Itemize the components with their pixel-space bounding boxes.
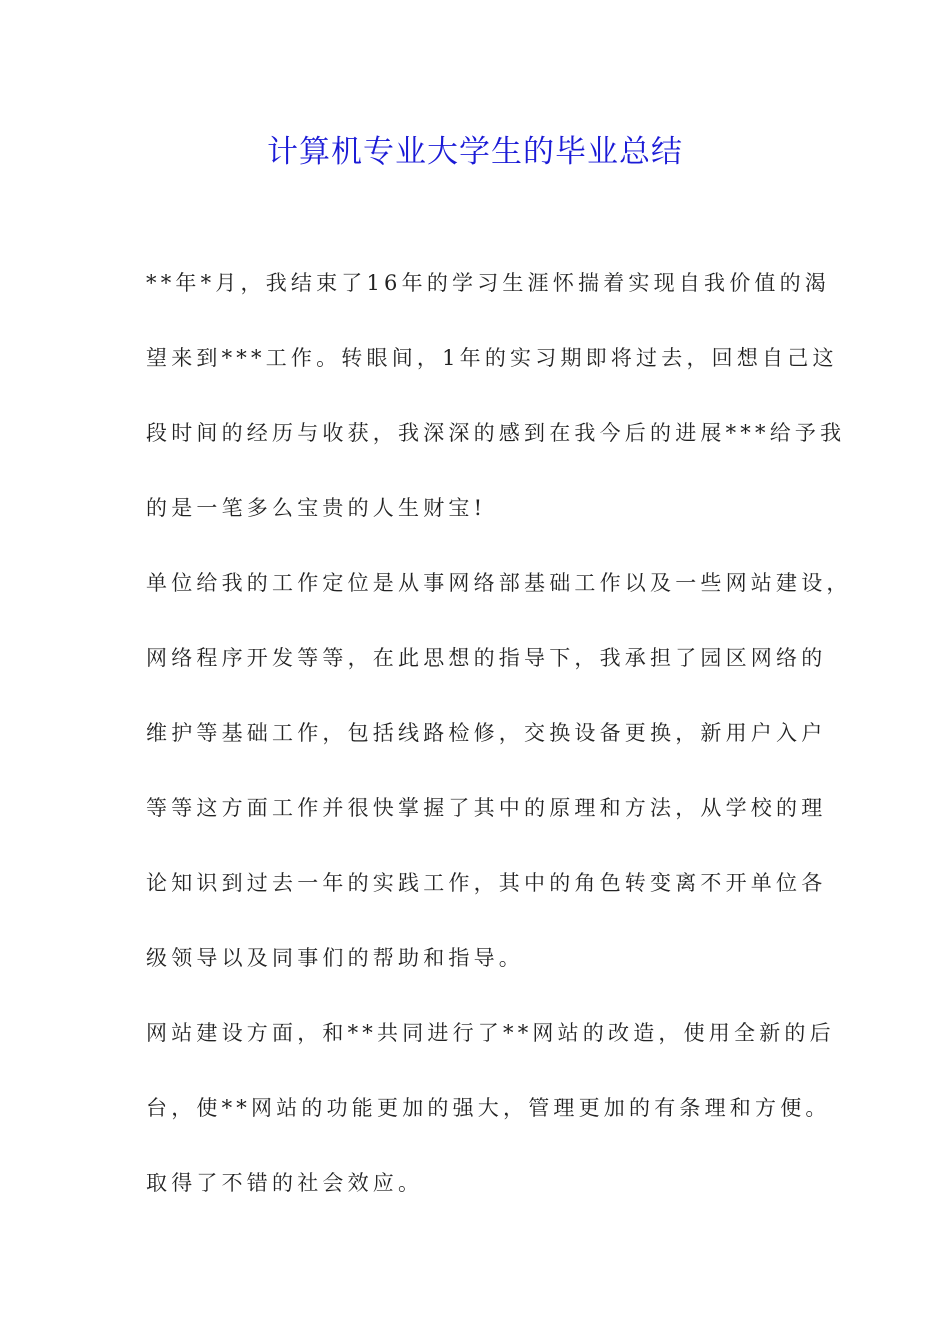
paragraph-line: 网站建设方面，和**共同进行了**网站的改造，使用全新的后 — [146, 1021, 835, 1045]
paragraph-line: 台，使**网站的功能更加的强大，管理更加的有条理和方便。 — [146, 1096, 831, 1120]
paragraph-line: 望来到***工作。转眼间，1年的实习期即将过去，回想自己这 — [146, 346, 838, 370]
paragraph-line: 单位给我的工作定位是从事网络部基础工作以及一些网站建设， — [146, 571, 852, 595]
document-title: 计算机专业大学生的毕业总结 — [267, 134, 683, 170]
paragraph-line: **年*月，我结束了16年的学习生涯怀揣着实现自我价值的渴 — [146, 271, 831, 295]
paragraph-line: 取得了不错的社会效应。 — [146, 1171, 424, 1195]
paragraph-line: 维护等基础工作，包括线路检修，交换设备更换，新用户入户 — [146, 721, 827, 745]
paragraph-line: 的是一笔多么宝贵的人生财宝! — [146, 496, 487, 520]
paragraph-line: 段时间的经历与收获，我深深的感到在我今后的进展***给予我 — [146, 421, 846, 445]
paragraph-line: 网络程序开发等等，在此思想的指导下，我承担了园区网络的 — [146, 646, 827, 670]
paragraph-line: 论知识到过去一年的实践工作，其中的角色转变离不开单位各 — [146, 871, 827, 895]
paragraph-line: 级领导以及同事们的帮助和指导。 — [146, 946, 524, 970]
paragraph-line: 等等这方面工作并很快掌握了其中的原理和方法，从学校的理 — [146, 796, 827, 820]
